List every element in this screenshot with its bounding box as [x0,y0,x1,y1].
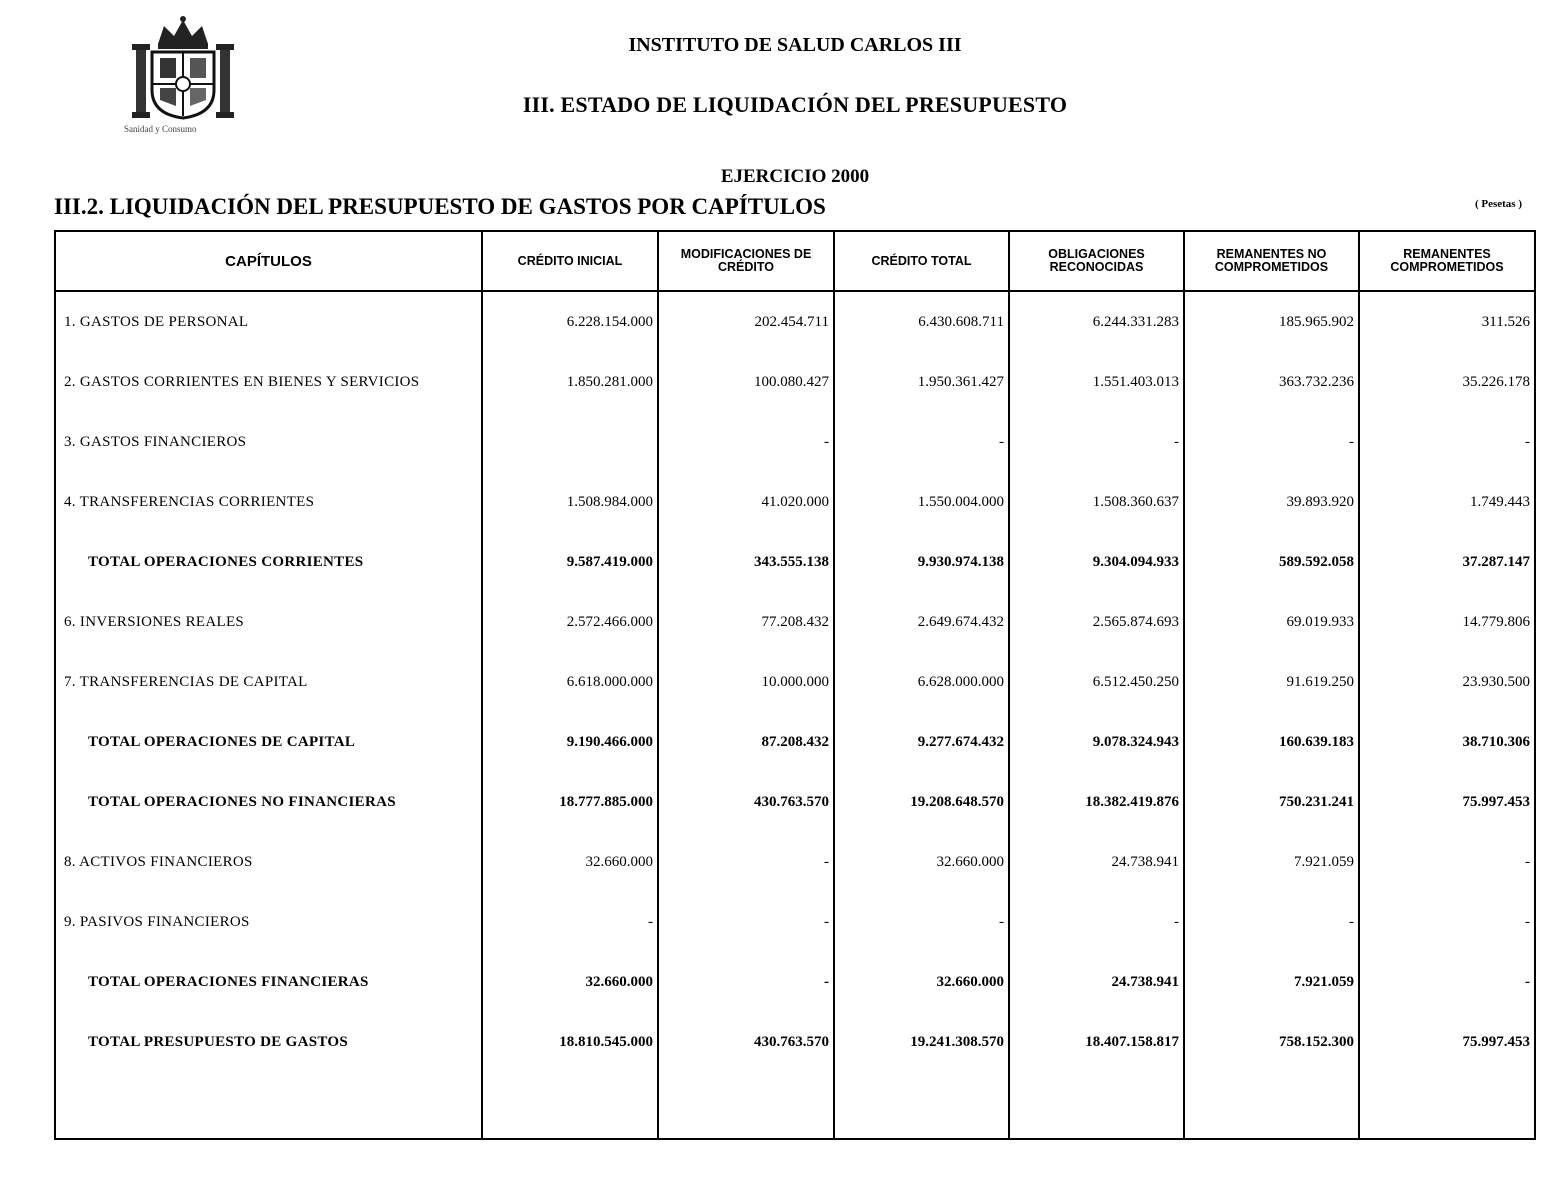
cell-rem-comprometidos: - [1359,952,1535,1012]
cell-credito-inicial: 1.850.281.000 [482,352,658,412]
empty-cell [55,1072,482,1139]
cell-rem-comprometidos: 311.526 [1359,291,1535,352]
table-row [55,291,1535,352]
cell-credito-total: 2.649.674.432 [834,592,1009,652]
cell-rem-comprometidos: 1.749.443 [1359,472,1535,532]
cell-obligaciones: 6.244.331.283 [1009,291,1184,352]
table-row [55,472,1535,532]
cell-rem-no-comprometidos: 7.921.059 [1184,952,1359,1012]
cell-credito-inicial: 6.618.000.000 [482,652,658,712]
cell-obligaciones: - [1009,892,1184,952]
cell-obligaciones: 24.738.941 [1009,832,1184,892]
cell-obligaciones: 1.508.360.637 [1009,472,1184,532]
cell-modificaciones: 87.208.432 [658,712,834,772]
empty-cell [1359,1072,1535,1139]
cell-modificaciones: - [658,832,834,892]
cell-obligaciones: 6.512.450.250 [1009,652,1184,712]
cell-credito-total: 6.628.000.000 [834,652,1009,712]
column-header-rem-comprometidos: REMANENTES COMPROMETIDOS [1359,231,1535,291]
cell-credito-inicial: 1.508.984.000 [482,472,658,532]
cell-rem-no-comprometidos: 160.639.183 [1184,712,1359,772]
cell-rem-no-comprometidos: 91.619.250 [1184,652,1359,712]
row-label: TOTAL OPERACIONES NO FINANCIERAS [55,772,482,832]
table-row [55,592,1535,652]
empty-cell [482,1072,658,1139]
cell-obligaciones: 24.738.941 [1009,952,1184,1012]
column-header-rem-no-comprometidos: REMANENTES NO COMPROMETIDOS [1184,231,1359,291]
empty-cell [1184,1072,1359,1139]
total-row [55,532,1535,592]
table-row [55,412,1535,472]
cell-obligaciones: 18.382.419.876 [1009,772,1184,832]
row-label: TOTAL OPERACIONES CORRIENTES [55,532,482,592]
column-header-capitulos: CAPÍTULOS [55,231,482,291]
table-row [55,892,1535,952]
cell-credito-inicial: 32.660.000 [482,952,658,1012]
cell-credito-inicial: 18.777.885.000 [482,772,658,832]
cell-rem-comprometidos: - [1359,832,1535,892]
cell-modificaciones: 100.080.427 [658,352,834,412]
cell-credito-inicial: 6.228.154.000 [482,291,658,352]
cell-rem-comprometidos: 23.930.500 [1359,652,1535,712]
empty-cell [1009,1072,1184,1139]
empty-cell [834,1072,1009,1139]
row-label: 2. GASTOS CORRIENTES EN BIENES Y SERVICIOS [55,352,482,412]
cell-credito-inicial: - [482,892,658,952]
cell-credito-inicial: 2.572.466.000 [482,592,658,652]
table-row [55,832,1535,892]
cell-obligaciones: 18.407.158.817 [1009,1012,1184,1072]
cell-credito-total: - [834,892,1009,952]
total-row [55,772,1535,832]
cell-rem-comprometidos: 75.997.453 [1359,1012,1535,1072]
cell-modificaciones: - [658,412,834,472]
cell-obligaciones: - [1009,412,1184,472]
cell-credito-inicial: 18.810.545.000 [482,1012,658,1072]
cell-rem-no-comprometidos: 589.592.058 [1184,532,1359,592]
cell-credito-inicial: 32.660.000 [482,832,658,892]
row-label: 8. ACTIVOS FINANCIEROS [55,832,482,892]
cell-modificaciones: - [658,952,834,1012]
cell-rem-no-comprometidos: 363.732.236 [1184,352,1359,412]
total-row [55,712,1535,772]
row-label: TOTAL OPERACIONES FINANCIERAS [55,952,482,1012]
institute-title: INSTITUTO DE SALUD CARLOS III [628,34,962,56]
cell-credito-total: 32.660.000 [834,952,1009,1012]
cell-rem-no-comprometidos: 7.921.059 [1184,832,1359,892]
column-header-obligaciones: OBLIGACIONES RECONOCIDAS [1009,231,1184,291]
cell-obligaciones: 9.078.324.943 [1009,712,1184,772]
cell-rem-no-comprometidos: 69.019.933 [1184,592,1359,652]
cell-obligaciones: 2.565.874.693 [1009,592,1184,652]
cell-rem-no-comprometidos: 758.152.300 [1184,1012,1359,1072]
table-header-row [55,231,1535,291]
cell-credito-total: 19.241.308.570 [834,1012,1009,1072]
cell-modificaciones: 343.555.138 [658,532,834,592]
grand-total-row [55,1012,1535,1072]
column-header-credito-inicial: CRÉDITO INICIAL [482,231,658,291]
row-label: TOTAL PRESUPUESTO DE GASTOS [55,1012,482,1072]
row-label: 3. GASTOS FINANCIEROS [55,412,482,472]
cell-rem-comprometidos: 14.779.806 [1359,592,1535,652]
cell-rem-no-comprometidos: 39.893.920 [1184,472,1359,532]
cell-credito-total: - [834,412,1009,472]
row-label: 1. GASTOS DE PERSONAL [55,291,482,352]
units-label: ( Pesetas ) [1474,198,1522,210]
cell-modificaciones: - [658,892,834,952]
cell-modificaciones: 430.763.570 [658,1012,834,1072]
cell-rem-no-comprometidos: 185.965.902 [1184,291,1359,352]
cell-rem-comprometidos: - [1359,892,1535,952]
column-header-modificaciones: MODIFICACIONES DE CRÉDITO [658,231,834,291]
budget-table [54,230,1536,1140]
cell-modificaciones: 41.020.000 [658,472,834,532]
cell-rem-comprometidos: - [1359,412,1535,472]
cell-rem-comprometidos: 75.997.453 [1359,772,1535,832]
cell-modificaciones: 10.000.000 [658,652,834,712]
cell-modificaciones: 77.208.432 [658,592,834,652]
cell-credito-inicial: 9.587.419.000 [482,532,658,592]
cell-rem-comprometidos: 37.287.147 [1359,532,1535,592]
table-row [55,652,1535,712]
cell-obligaciones: 9.304.094.933 [1009,532,1184,592]
cell-rem-no-comprometidos: - [1184,892,1359,952]
cell-credito-total: 32.660.000 [834,832,1009,892]
cell-modificaciones: 430.763.570 [658,772,834,832]
cell-credito-total: 1.950.361.427 [834,352,1009,412]
row-label: 7. TRANSFERENCIAS DE CAPITAL [55,652,482,712]
row-label: 4. TRANSFERENCIAS CORRIENTES [55,472,482,532]
cell-credito-total: 19.208.648.570 [834,772,1009,832]
cell-credito-total: 1.550.004.000 [834,472,1009,532]
cell-credito-total: 6.430.608.711 [834,291,1009,352]
cell-credito-total: 9.277.674.432 [834,712,1009,772]
total-row [55,952,1535,1012]
cell-rem-comprometidos: 35.226.178 [1359,352,1535,412]
cell-rem-comprometidos: 38.710.306 [1359,712,1535,772]
empty-cell [658,1072,834,1139]
table-spacer-row [55,1072,1535,1139]
row-label: 9. PASIVOS FINANCIEROS [55,892,482,952]
cell-rem-no-comprometidos: - [1184,412,1359,472]
row-label: TOTAL OPERACIONES DE CAPITAL [55,712,482,772]
ministry-label: Sanidad y Consumo [124,124,197,134]
section-title: III.2. LIQUIDACIÓN DEL PRESUPUESTO DE GASTOS POR CAPÍTULOS [54,194,826,219]
cell-modificaciones: 202.454.711 [658,291,834,352]
cell-credito-inicial [482,412,658,472]
cell-credito-inicial: 9.190.466.000 [482,712,658,772]
exercise-year: EJERCICIO 2000 [720,166,870,187]
row-label: 6. INVERSIONES REALES [55,592,482,652]
cell-credito-total: 9.930.974.138 [834,532,1009,592]
report-title: III. ESTADO DE LIQUIDACIÓN DEL PRESUPUESTO [522,92,1068,117]
column-header-credito-total: CRÉDITO TOTAL [834,231,1009,291]
cell-obligaciones: 1.551.403.013 [1009,352,1184,412]
table-row [55,352,1535,412]
cell-rem-no-comprometidos: 750.231.241 [1184,772,1359,832]
